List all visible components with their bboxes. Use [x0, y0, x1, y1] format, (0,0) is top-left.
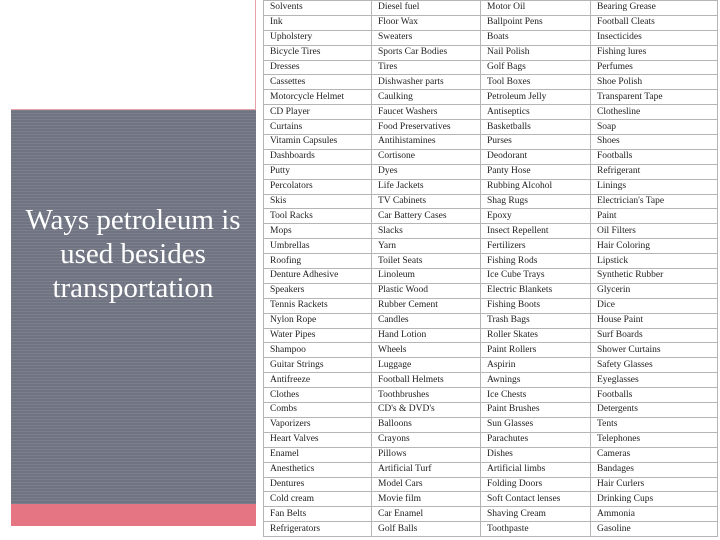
table-row: [264, 90, 718, 105]
table-cell: Boats: [481, 30, 591, 45]
table-cell: TV Cabinets: [372, 194, 481, 209]
table-cell: Perfumes: [591, 60, 718, 75]
table-cell: Shoes: [591, 135, 718, 150]
table-cell: Water Pipes: [264, 328, 372, 343]
table-cell: Football Helmets: [372, 373, 481, 388]
table-cell: Petroleum Jelly: [481, 90, 591, 105]
table-cell: Heart Valves: [264, 432, 372, 447]
table-cell: Dentures: [264, 477, 372, 492]
table-cell: Balloons: [372, 417, 481, 432]
table-cell: Awnings: [481, 373, 591, 388]
table-row: [264, 343, 718, 358]
table-cell: Fishing lures: [591, 45, 718, 60]
table-cell: Guitar Strings: [264, 358, 372, 373]
table-row: [264, 477, 718, 492]
table-row: [264, 149, 718, 164]
table-cell: Motorcycle Helmet: [264, 90, 372, 105]
table-row: [264, 447, 718, 462]
table-cell: Purses: [481, 135, 591, 150]
table-cell: Parachutes: [481, 432, 591, 447]
table-row: [264, 239, 718, 254]
table-row: [264, 135, 718, 150]
table-cell: Insecticides: [591, 30, 718, 45]
table-cell: Life Jackets: [372, 179, 481, 194]
table-cell: Drinking Cups: [591, 492, 718, 507]
table-cell: Sun Glasses: [481, 417, 591, 432]
table-cell: Tires: [372, 60, 481, 75]
table-cell: Electrician's Tape: [591, 194, 718, 209]
table-cell: Vitamin Capsules: [264, 135, 372, 150]
table-row: [264, 75, 718, 90]
table-cell: Football Cleats: [591, 15, 718, 30]
table-row: [264, 388, 718, 403]
table-cell: Anesthetics: [264, 462, 372, 477]
table-cell: Soft Contact lenses: [481, 492, 591, 507]
table-cell: Diesel fuel: [372, 1, 481, 16]
table-row: [264, 283, 718, 298]
table-cell: Upholstery: [264, 30, 372, 45]
table-cell: Dishes: [481, 447, 591, 462]
table-row: [264, 105, 718, 120]
products-table: [263, 0, 718, 537]
accent-bar: [11, 504, 256, 526]
table-cell: Telephones: [591, 432, 718, 447]
table-cell: Motor Oil: [481, 1, 591, 16]
table-cell: Skis: [264, 194, 372, 209]
table-row: [264, 30, 718, 45]
table-row: [264, 298, 718, 313]
table-row: [264, 1, 718, 16]
table-cell: Trash Bags: [481, 313, 591, 328]
table-cell: Cassettes: [264, 75, 372, 90]
table-cell: Shower Curtains: [591, 343, 718, 358]
table-row: [264, 194, 718, 209]
table-cell: Paint Rollers: [481, 343, 591, 358]
table-cell: Percolators: [264, 179, 372, 194]
table-row: [264, 254, 718, 269]
table-cell: Panty Hose: [481, 164, 591, 179]
bottom-strip: [11, 526, 256, 540]
table-cell: Footballs: [591, 149, 718, 164]
table-cell: Shaving Cream: [481, 507, 591, 522]
table-row: [264, 432, 718, 447]
table-cell: Epoxy: [481, 209, 591, 224]
table-cell: Dice: [591, 298, 718, 313]
table-cell: Artificial limbs: [481, 462, 591, 477]
table-cell: Golf Bags: [481, 60, 591, 75]
table-cell: Sweaters: [372, 30, 481, 45]
table-cell: Transparent Tape: [591, 90, 718, 105]
table-cell: Slacks: [372, 224, 481, 239]
table-cell: Cameras: [591, 447, 718, 462]
table-cell: Footballs: [591, 388, 718, 403]
table-row: [264, 522, 718, 537]
table-cell: CD Player: [264, 105, 372, 120]
table-cell: Speakers: [264, 283, 372, 298]
table-cell: Candles: [372, 313, 481, 328]
table-cell: Safety Glasses: [591, 358, 718, 373]
table-cell: Shoe Polish: [591, 75, 718, 90]
table-cell: Luggage: [372, 358, 481, 373]
table-cell: Paint: [591, 209, 718, 224]
table-cell: Dishwasher parts: [372, 75, 481, 90]
table-row: [264, 224, 718, 239]
table-cell: Wheels: [372, 343, 481, 358]
table-row: [264, 179, 718, 194]
table-cell: Food Preservatives: [372, 120, 481, 135]
table-cell: Denture Adhesive: [264, 269, 372, 284]
table-row: [264, 313, 718, 328]
table-cell: Nail Polish: [481, 45, 591, 60]
table-cell: Electric Blankets: [481, 283, 591, 298]
table-cell: Enamel: [264, 447, 372, 462]
table-cell: Tool Boxes: [481, 75, 591, 90]
table-cell: Clothesline: [591, 105, 718, 120]
table-row: [264, 417, 718, 432]
table-cell: Ice Cube Trays: [481, 269, 591, 284]
table-row: [264, 45, 718, 60]
table-cell: Dresses: [264, 60, 372, 75]
table-cell: Linoleum: [372, 269, 481, 284]
title-band: [11, 110, 256, 504]
table-row: [264, 269, 718, 284]
table-cell: Dashboards: [264, 149, 372, 164]
table-cell: Ice Chests: [481, 388, 591, 403]
table-cell: Surf Boards: [591, 328, 718, 343]
table-cell: Deodorant: [481, 149, 591, 164]
table-cell: Ink: [264, 15, 372, 30]
table-cell: Synthetic Rubber: [591, 269, 718, 284]
table-row: [264, 15, 718, 30]
products-table-image: [263, 0, 719, 540]
table-cell: Antiseptics: [481, 105, 591, 120]
table-cell: Clothes: [264, 388, 372, 403]
table-cell: Combs: [264, 403, 372, 418]
table-cell: Model Cars: [372, 477, 481, 492]
table-cell: Antihistamines: [372, 135, 481, 150]
table-cell: Car Enamel: [372, 507, 481, 522]
table-cell: Mops: [264, 224, 372, 239]
table-cell: Tool Racks: [264, 209, 372, 224]
table-cell: Fishing Boots: [481, 298, 591, 313]
table-cell: Vaporizers: [264, 417, 372, 432]
table-cell: Tents: [591, 417, 718, 432]
table-row: [264, 328, 718, 343]
table-cell: Glycerin: [591, 283, 718, 298]
table-cell: Toothbrushes: [372, 388, 481, 403]
table-cell: Toothpaste: [481, 522, 591, 537]
table-cell: Aspirin: [481, 358, 591, 373]
table-row: [264, 507, 718, 522]
table-cell: Plastic Wood: [372, 283, 481, 298]
table-cell: Fishing Rods: [481, 254, 591, 269]
table-cell: House Paint: [591, 313, 718, 328]
table-cell: Rubbing Alcohol: [481, 179, 591, 194]
table-cell: Hand Lotion: [372, 328, 481, 343]
table-cell: Folding Doors: [481, 477, 591, 492]
table-cell: CD's & DVD's: [372, 403, 481, 418]
table-cell: Soap: [591, 120, 718, 135]
table-cell: Antifreeze: [264, 373, 372, 388]
table-cell: Artificial Turf: [372, 462, 481, 477]
table-row: [264, 358, 718, 373]
table-cell: Floor Wax: [372, 15, 481, 30]
table-row: [264, 209, 718, 224]
table-cell: Linings: [591, 179, 718, 194]
table-cell: Cold cream: [264, 492, 372, 507]
table-cell: Bandages: [591, 462, 718, 477]
table-cell: Oil Filters: [591, 224, 718, 239]
table-cell: Ballpoint Pens: [481, 15, 591, 30]
table-cell: Movie film: [372, 492, 481, 507]
table-cell: Solvents: [264, 1, 372, 16]
table-row: [264, 373, 718, 388]
table-cell: Hair Curlers: [591, 477, 718, 492]
table-cell: Ammonia: [591, 507, 718, 522]
table-cell: Refrigerant: [591, 164, 718, 179]
table-cell: Refrigerators: [264, 522, 372, 537]
slide-title: Ways petroleum is used besides transportation: [25, 204, 241, 304]
table-cell: Insect Repellent: [481, 224, 591, 239]
table-cell: Car Battery Cases: [372, 209, 481, 224]
table-row: [264, 120, 718, 135]
table-cell: Eyeglasses: [591, 373, 718, 388]
table-cell: Curtains: [264, 120, 372, 135]
table-cell: Roller Skates: [481, 328, 591, 343]
table-cell: Cortisone: [372, 149, 481, 164]
table-cell: Rubber Cement: [372, 298, 481, 313]
table-cell: Bearing Grease: [591, 1, 718, 16]
table-cell: Putty: [264, 164, 372, 179]
table-cell: Shag Rugs: [481, 194, 591, 209]
table-cell: Golf Balls: [372, 522, 481, 537]
table-row: [264, 164, 718, 179]
table-cell: Roofing: [264, 254, 372, 269]
table-cell: Tennis Rackets: [264, 298, 372, 313]
table-cell: Faucet Washers: [372, 105, 481, 120]
table-row: [264, 462, 718, 477]
table-cell: Bicycle Tires: [264, 45, 372, 60]
table-row: [264, 492, 718, 507]
table-cell: Shampoo: [264, 343, 372, 358]
table-row: [264, 60, 718, 75]
table-cell: Toilet Seats: [372, 254, 481, 269]
table-cell: Fan Belts: [264, 507, 372, 522]
table-cell: Pillows: [372, 447, 481, 462]
table-cell: Umbrellas: [264, 239, 372, 254]
table-cell: Detergents: [591, 403, 718, 418]
table-cell: Yarn: [372, 239, 481, 254]
table-cell: Hair Coloring: [591, 239, 718, 254]
table-cell: Basketballs: [481, 120, 591, 135]
slide-top-panel: [11, 0, 256, 110]
table-cell: Caulking: [372, 90, 481, 105]
table-cell: Dyes: [372, 164, 481, 179]
table-cell: Crayons: [372, 432, 481, 447]
table-cell: Paint Brushes: [481, 403, 591, 418]
table-cell: Nylon Rope: [264, 313, 372, 328]
table-cell: Lipstick: [591, 254, 718, 269]
table-row: [264, 403, 718, 418]
table-cell: Sports Car Bodies: [372, 45, 481, 60]
table-cell: Fertilizers: [481, 239, 591, 254]
table-cell: Gasoline: [591, 522, 718, 537]
